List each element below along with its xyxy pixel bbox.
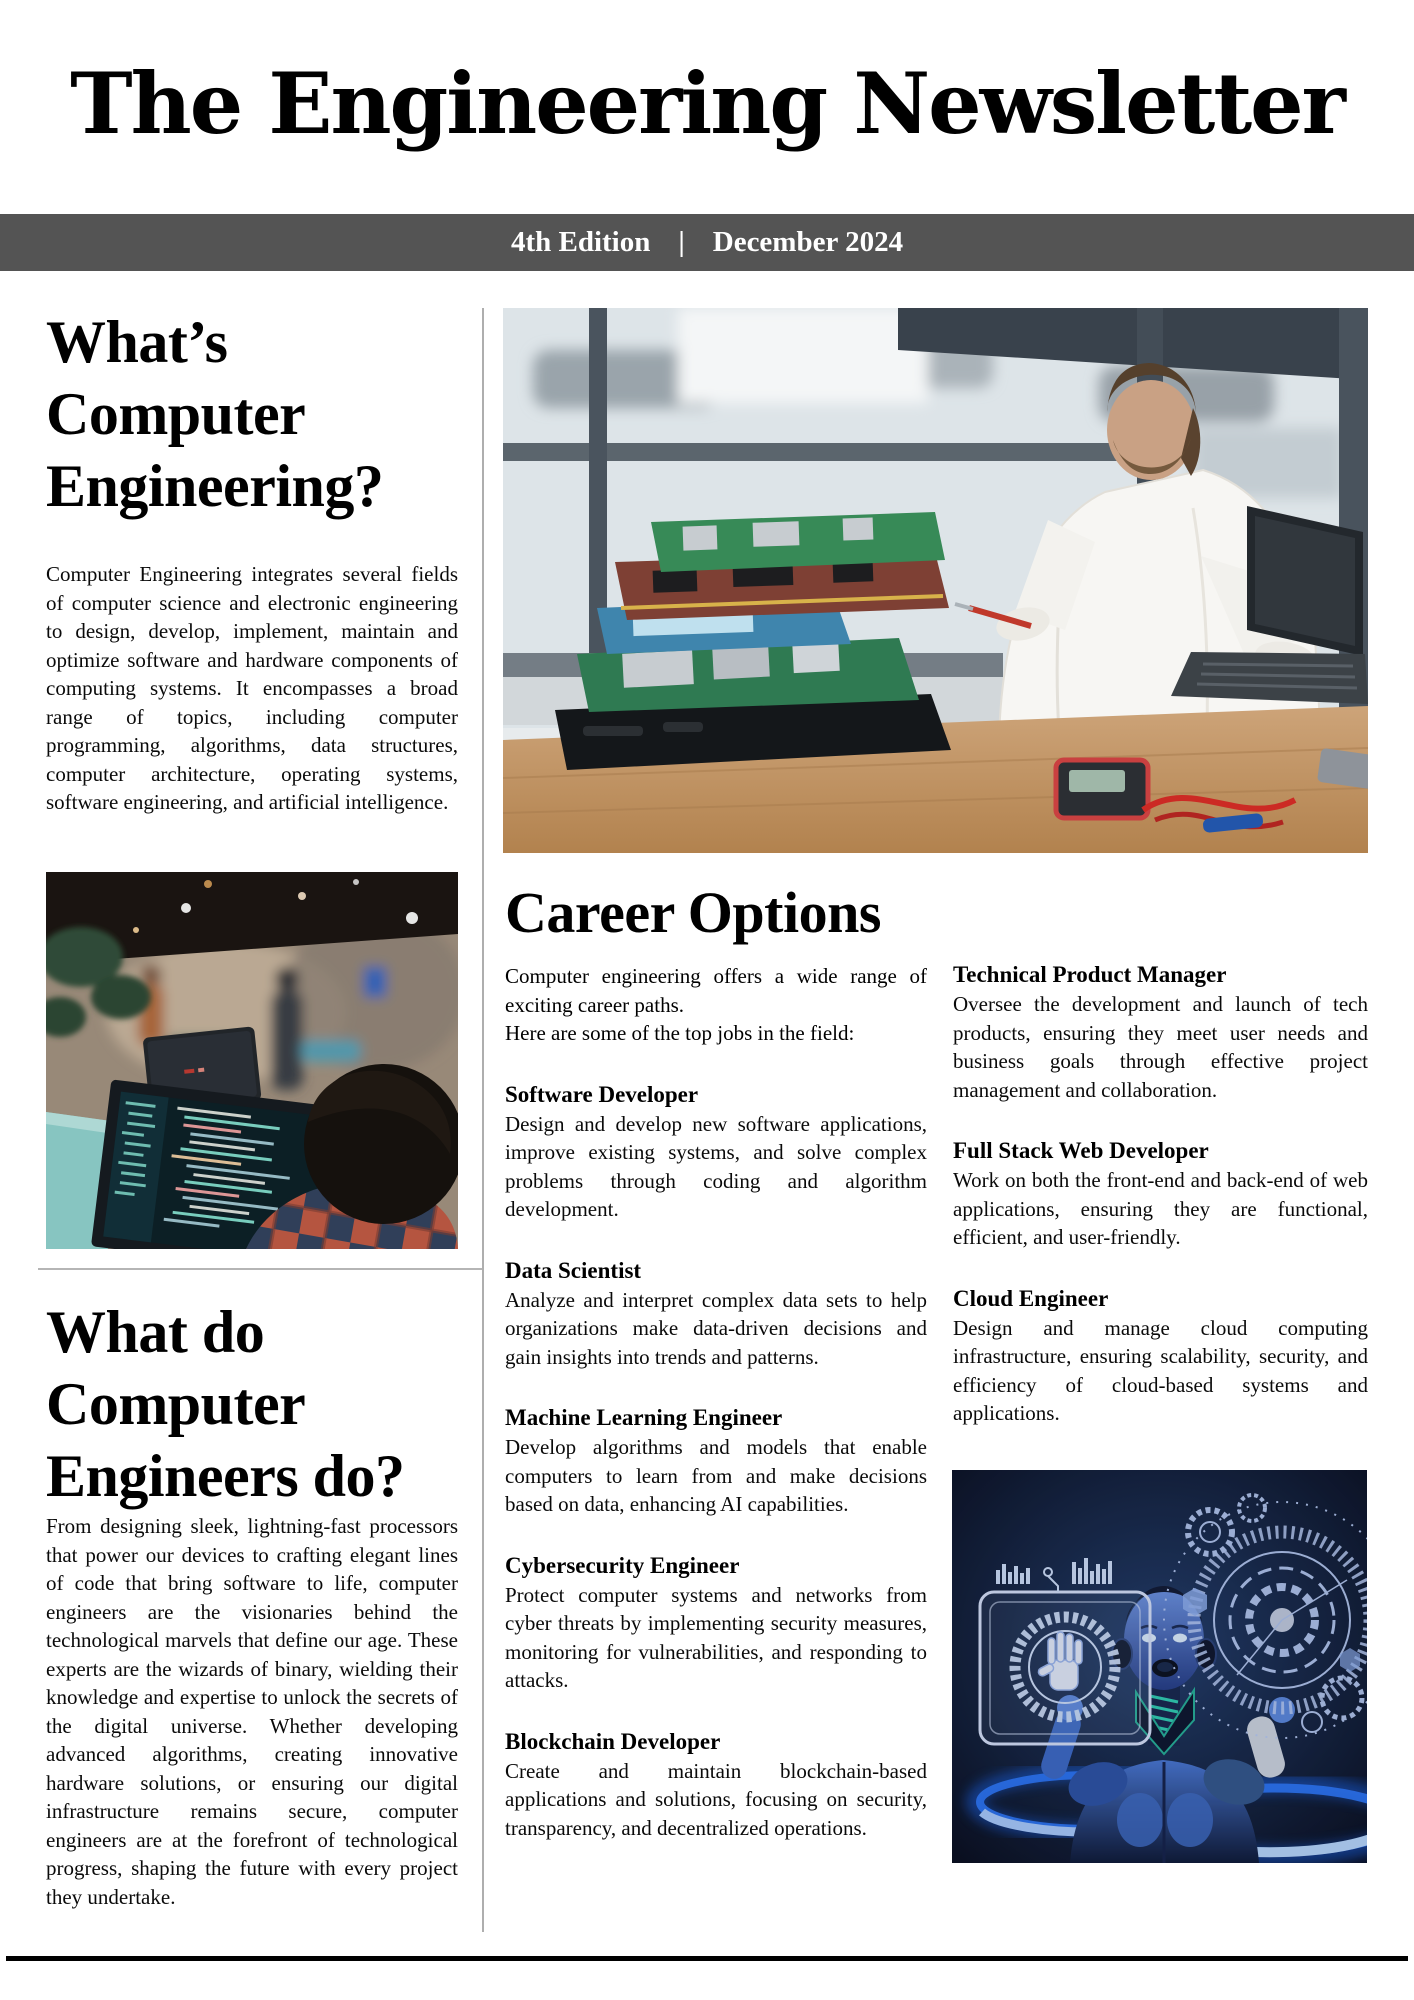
career-intro-line-2: Here are some of the top jobs in the field: [505,1021,855,1045]
section2-heading: What do Computer Engineers do? [46,1299,405,1509]
vertical-column-divider [482,308,484,1932]
career-column-left [505,962,927,1842]
edition-banner [0,214,1414,271]
job-body: Analyze and interpret complex data sets to help organizations make data-driven decisions and gain insights into trends and patterns. [505,1287,927,1369]
banner-date: December 2024 [712,226,904,258]
job-entry [953,960,1368,1104]
job-body: Work on both the front-end and back-end of web applications, ensuring they are functional, efficient, and user-friendly. [953,1168,1368,1249]
section1-body: Computer Engineering integrates several fields of computer science and electronic engineering to design, develop, implement, maintain and optimize software and hardware components of computing systems. It encompasses a broad range of topics, including computer programming, algorithms, data structures, computer architecture, operating systems, software engineering, and artificial intelligence. [46,562,458,814]
job-entry [505,1727,927,1843]
job-body: Protect computer systems and networks from cyber threats by implementing security measures, monitoring for vulnerabilities, and responding to attacks. [505,1582,927,1692]
robot-photo [952,1470,1367,1863]
section2-body: From designing sleek, lightning-fast processors that power our devices to crafting elegant lines of code that bring software to life, computer engineers are the visionaries behind the technological marvels that define our age. These experts are the wizards of binary, wielding their knowledge and expertise to unlock the secrets of the digital universe. Whether developing advanced algorithms, creating innovative hardware solutions, or ensuring our digital infrastructure remains secure, computer engineers are at the forefront of technological progress, shaping the future with every project they undertake. [46,1514,458,1909]
job-entry [505,1403,927,1519]
left-section-divider [38,1268,482,1270]
bottom-rule [6,1956,1408,1961]
banner-edition: 4th Edition [510,226,651,258]
career-column-right [953,960,1368,1428]
job-body: Create and maintain blockchain-based applications and solutions, focusing on security, transparency, and decentralized operations. [505,1758,927,1840]
job-title: Technical Product Manager [953,962,1227,987]
career-intro-line-1: Computer engineering offers a wide range of exciting career paths. [505,964,927,1017]
job-body: Design and develop new software applications, improve existing systems, and solve complex problems through coding and algorithm development. [505,1111,927,1221]
section1-heading: What’s Computer Engineering? [46,309,384,519]
job-title: Cloud Engineer [953,1285,1109,1311]
job-title: Software Developer [505,1081,699,1107]
job-body: Develop algorithms and models that enable computers to learn from and make decisions based on data, enhancing AI capabilities. [505,1435,927,1516]
job-title: Full Stack Web Developer [953,1138,1209,1163]
job-entry [953,1136,1368,1252]
job-entry [505,1551,927,1695]
banner-separator: | [678,226,685,258]
job-title: Cybersecurity Engineer [505,1552,740,1578]
job-title: Machine Learning Engineer [505,1405,783,1430]
job-body: Design and manage cloud computing infrastructure, ensuring scalability, security, and efficiency of cloud-based systems and applications. [953,1315,1368,1425]
hero-photo [503,308,1368,853]
job-entry [505,1080,927,1224]
job-entry [505,1256,927,1372]
job-body: Oversee the development and launch of tech products, ensuring they meet user needs and business goals through effective project management and collaboration. [953,992,1368,1102]
job-title: Blockchain Developer [505,1728,721,1754]
masthead-title: The Engineering Newsletter [70,54,1344,153]
coding-photo [46,872,458,1249]
job-entry [953,1284,1368,1428]
job-title: Data Scientist [505,1257,642,1283]
career-heading: Career Options [505,880,881,945]
